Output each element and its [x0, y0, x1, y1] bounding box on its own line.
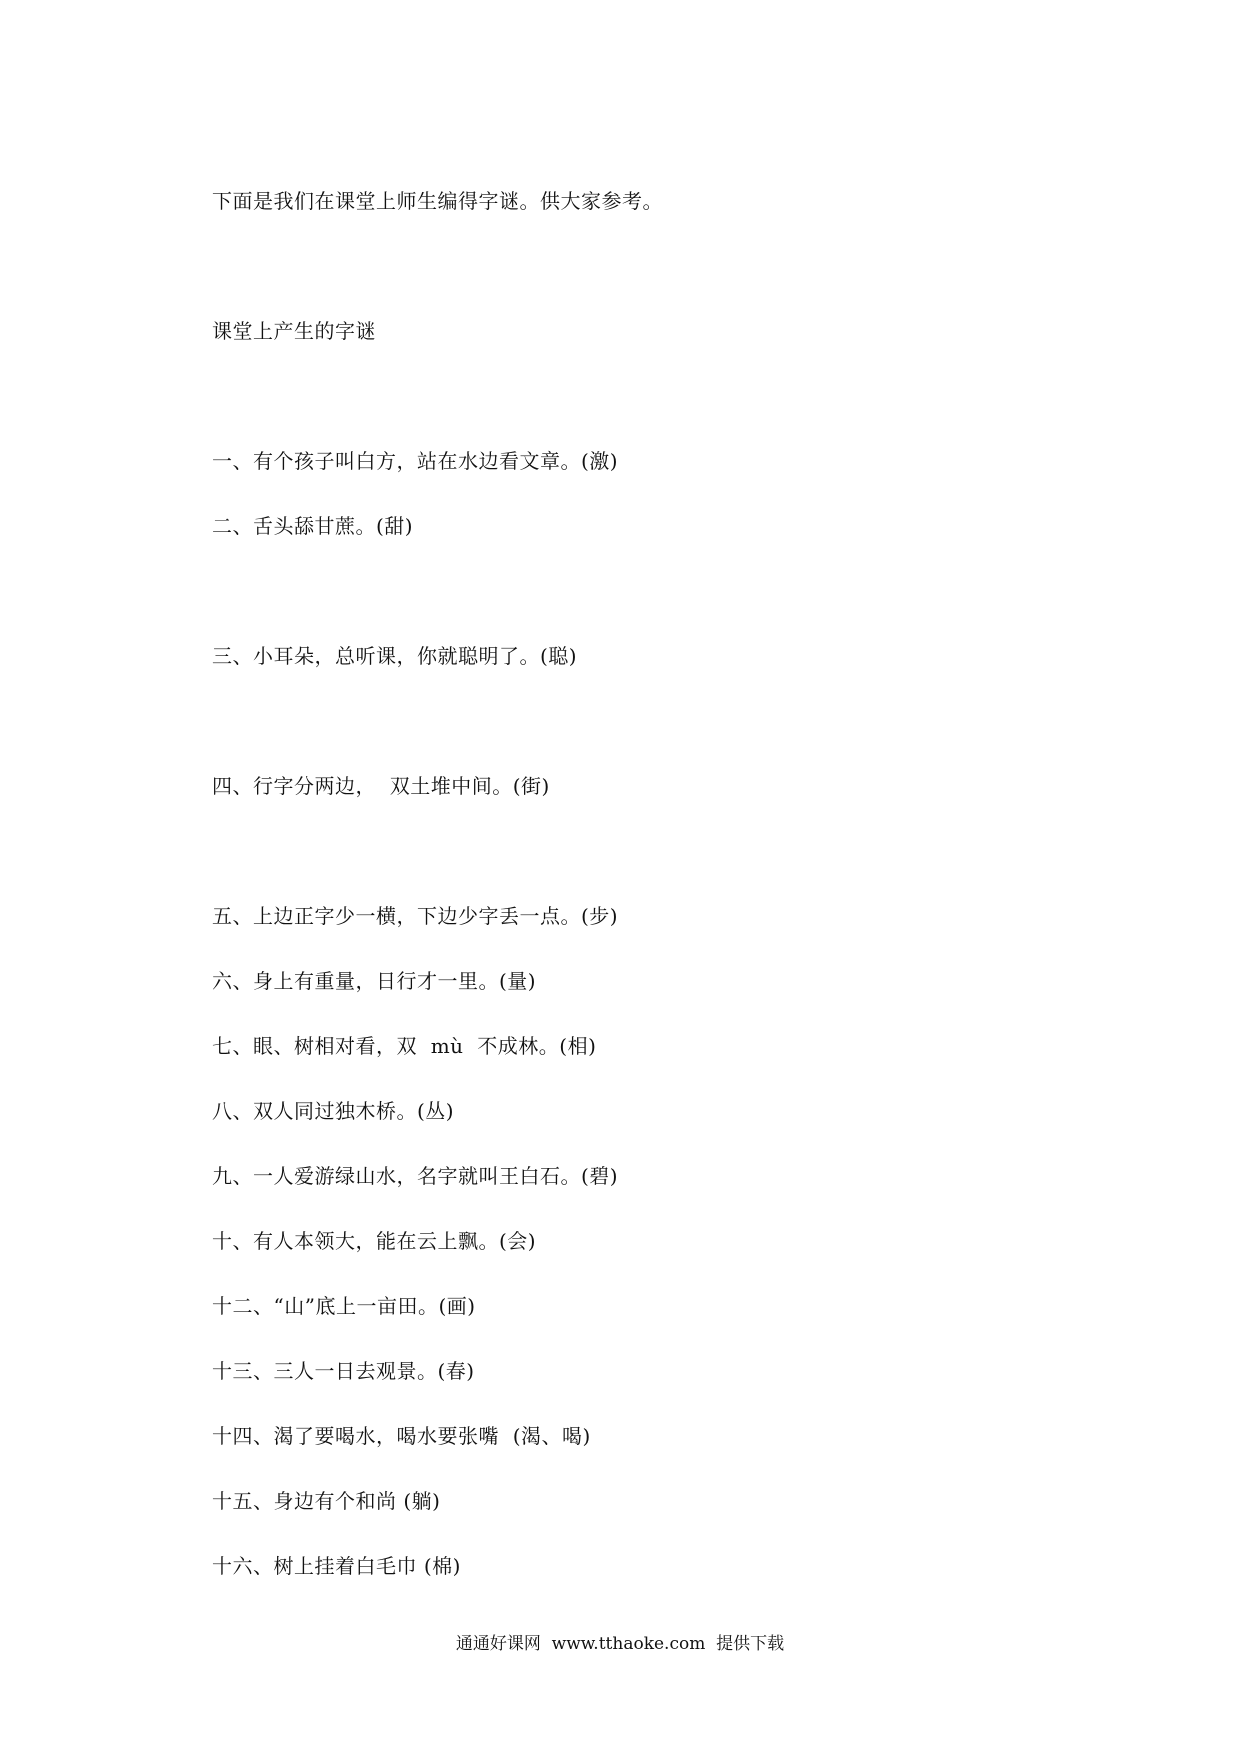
riddle-item: 四、行字分两边， 双土堆中间。(街) — [212, 774, 550, 798]
riddle-item: 五、上边正字少一横，下边少字丢一点。(步) — [212, 904, 619, 928]
riddle-item: 十三、三人一日去观景。(春) — [212, 1359, 475, 1383]
riddle-item: 十二、“山”底上一亩田。(画) — [212, 1294, 476, 1318]
section-title: 课堂上产生的字谜 — [212, 319, 376, 343]
riddle-item: 九、一人爱游绿山水，名字就叫王白石。(碧) — [212, 1164, 619, 1188]
riddle-item: 十四、渴了要喝水，喝水要张嘴 (渴、喝) — [212, 1424, 591, 1448]
page-footer: 通通好课网 www.tthaoke.com 提供下载 — [455, 1634, 785, 1654]
riddle-item: 十、有人本领大，能在云上飘。(会) — [212, 1229, 537, 1253]
riddle-item: 三、小耳朵，总听课，你就聪明了。(聪) — [212, 644, 578, 668]
riddle-item: 六、身上有重量，日行才一里。(量) — [212, 969, 537, 993]
riddle-item: 七、眼、树相对看，双 mù 不成林。(相) — [212, 1034, 597, 1058]
riddle-item: 十六、树上挂着白毛巾 (棉) — [212, 1554, 461, 1578]
riddle-item: 八、双人同过独木桥。(丛) — [212, 1099, 455, 1123]
riddle-item: 十五、身边有个和尚 (躺) — [212, 1489, 441, 1513]
intro-text: 下面是我们在课堂上师生编得字谜。供大家参考。 — [212, 189, 663, 213]
riddle-item: 二、舌头舔甘蔗。(甜) — [212, 514, 414, 538]
riddle-item: 一、有个孩子叫白方，站在水边看文章。(激) — [212, 449, 619, 473]
